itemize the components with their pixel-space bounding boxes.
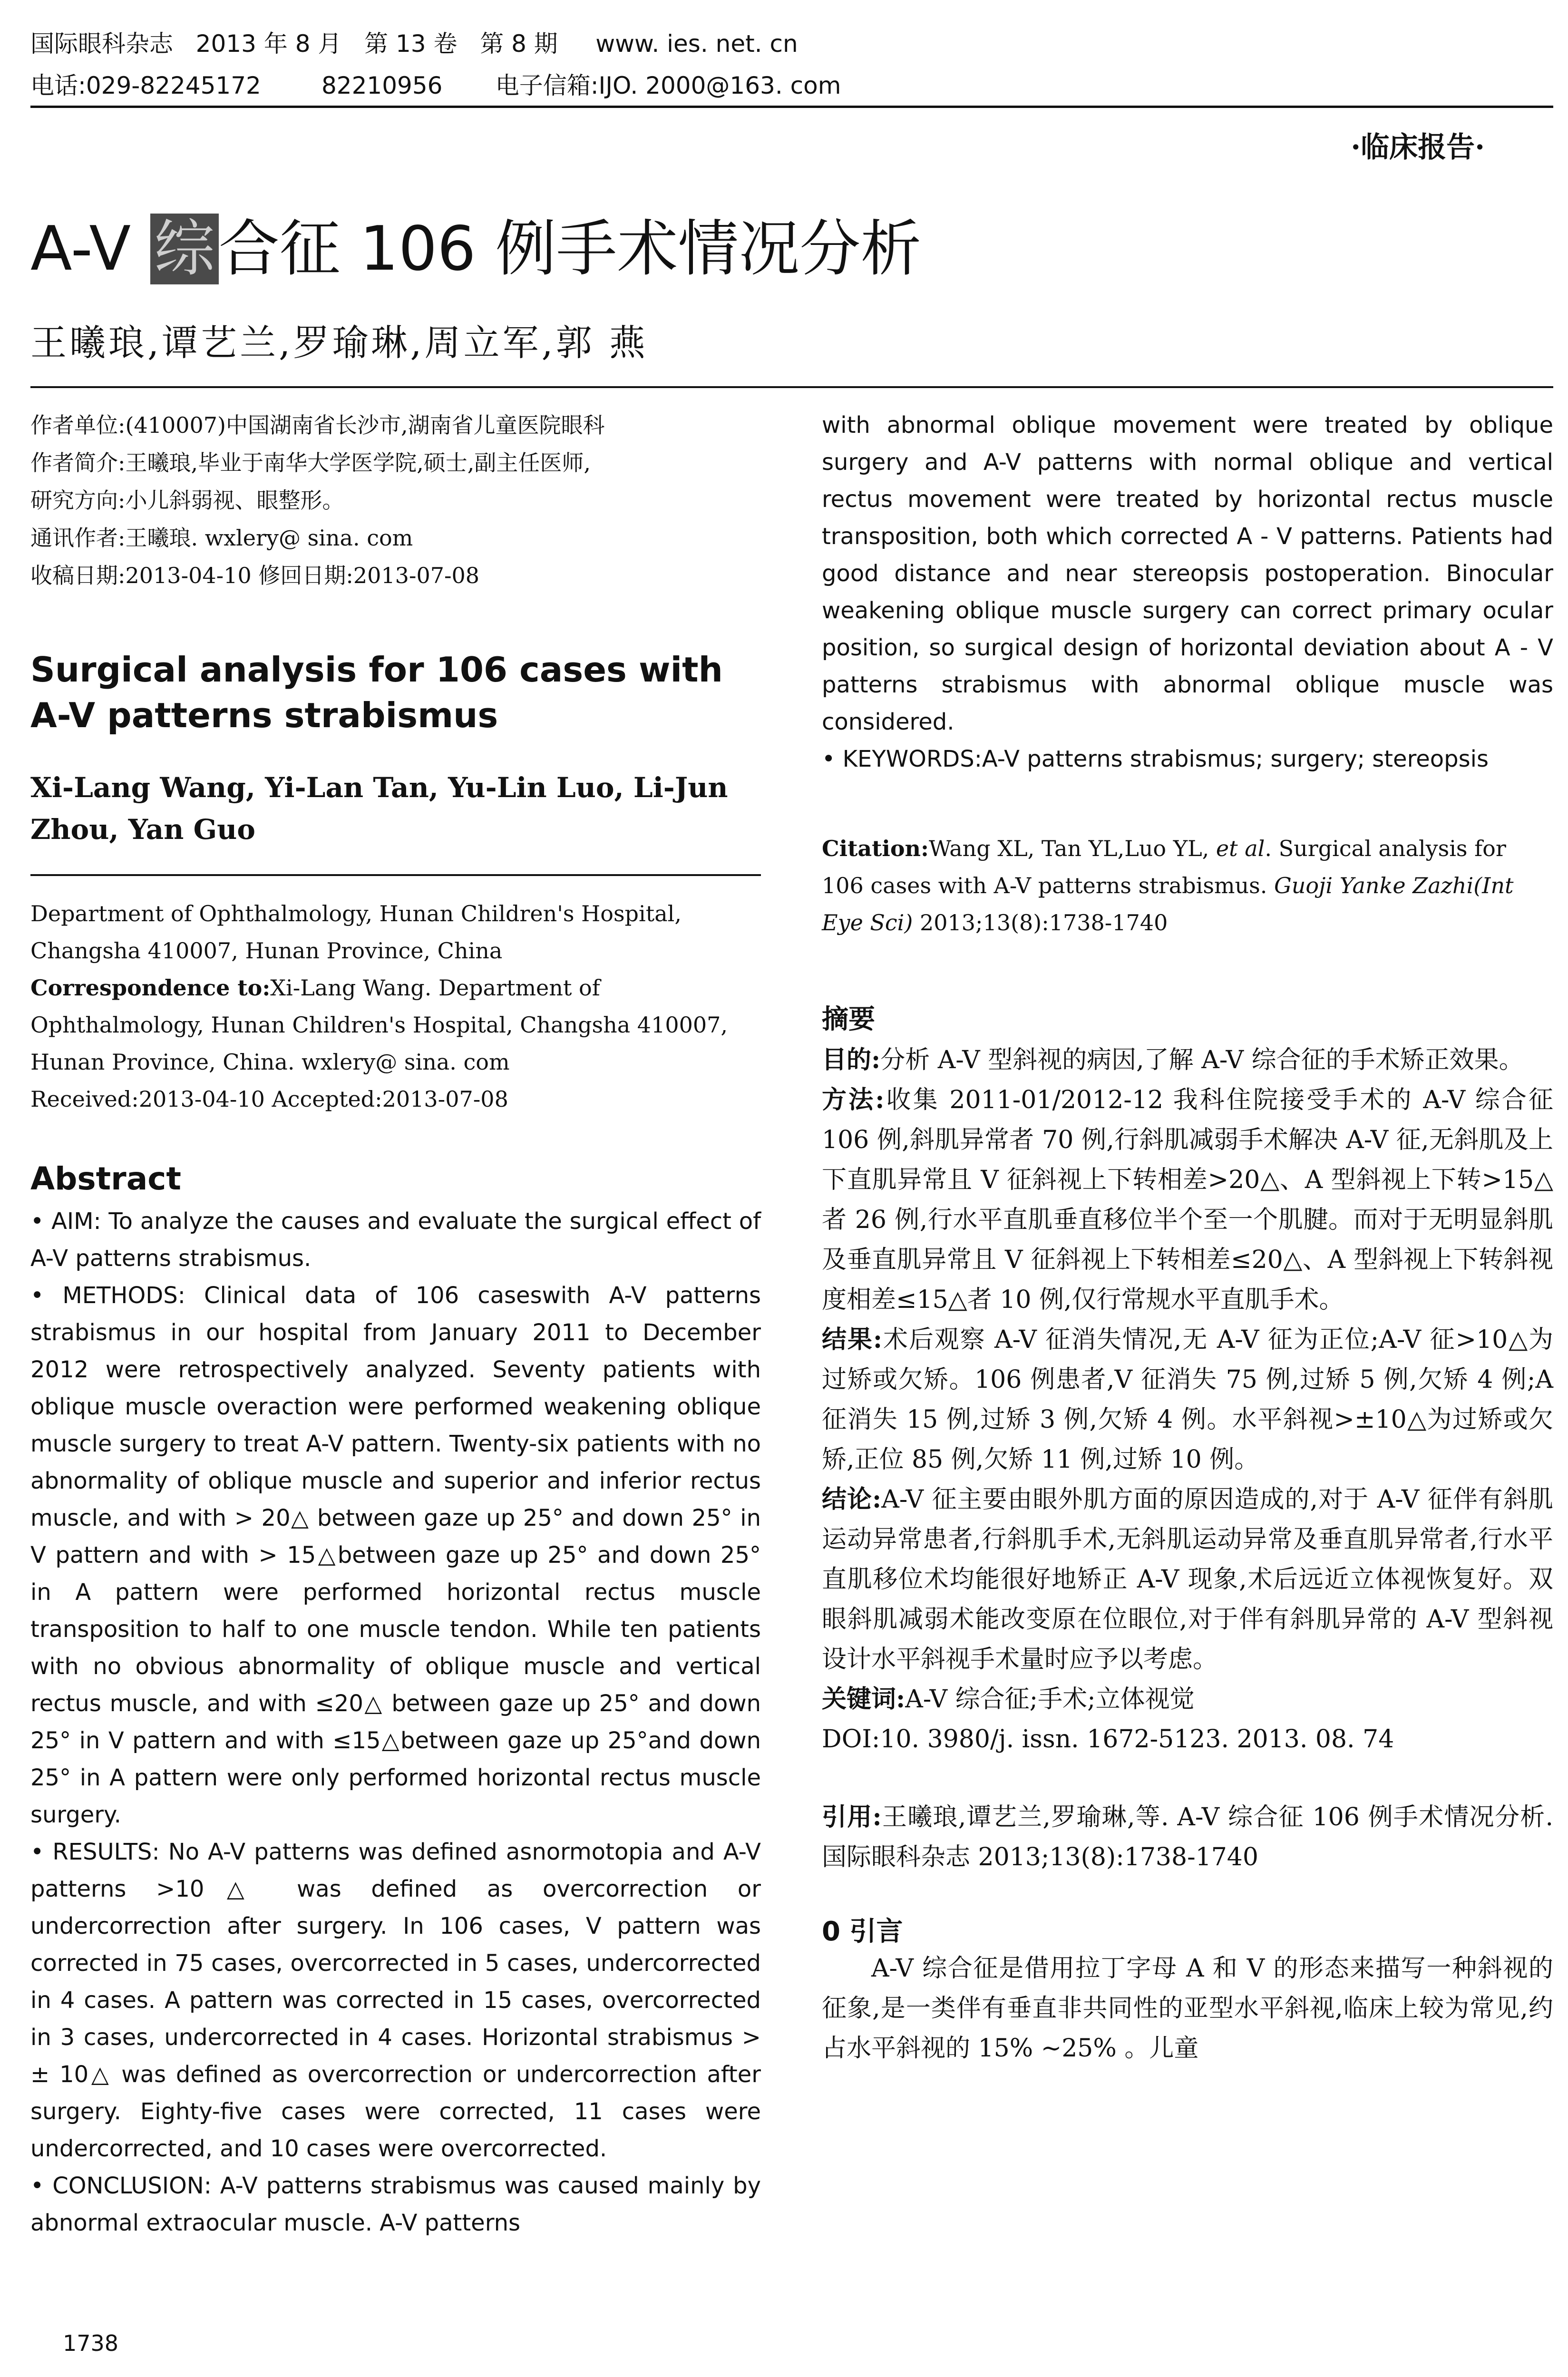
abstract-left-body [30,1203,761,2241]
cn-meta-line: 研究方向:小儿斜弱视、眼整形。 [30,487,344,513]
affiliation-block [30,895,761,1118]
section-label: ·临床报告· [1351,131,1485,164]
correspondence-label: Correspondence to: [30,975,271,1001]
cn-citation-text: 王曦琅,谭艺兰,罗瑜琳,等. A-V 综合征 106 例手术情况分析. 国际眼科杂志 2013;13(8):1738-1740 [822,1803,1553,1871]
header-divider [30,106,1553,108]
author-info-block [30,407,761,594]
cn-results-text: 术后观察 A-V 征消失情况,无 A-V 征为正位;A-V 征>10△为过矫或欠矫。106 例患者,V 征消失 75 例,过矫 5 例,欠矫 4 例;A 征消失 15 例,过矫 3 例,欠矫 4 例。水平斜视>±10△为过矫或欠矫,正位 85 例,欠矫 11 例,过矫 10 例。 [822,1325,1553,1474]
cn-aim-text: 分析 A-V 型斜视的病因,了解 A-V 综合征的手术矫正效果。 [880,1046,1524,1074]
abstract-conclusion-cont: with abnormal oblique movement were treated by oblique surgery and A-V patterns with normal oblique and vertical rectus movement were treated by horizontal rectus muscle transposition, both which corrected A - V patterns. Patients had good distance and near stereopsis postoperation. Binocular weakening oblique muscle surgery can correct primary ocular position, so surgical design of horizontal deviation about A - V patterns strabismus with abnormal oblique muscle was considered. [822,412,1553,735]
cn-methods-label: 方法: [822,1085,885,1114]
cn-meta-line: 作者简介:王曦琅,毕业于南华大学医学院,硕士,副主任医师, [30,450,591,476]
journal-header-line1: 国际眼科杂志 2013 年 8 月 第 13 卷 第 8 期 www. ies. net. cn [30,30,798,58]
abstract-keywords: • KEYWORDS:A-V patterns strabismus; surgery; stereopsis [822,746,1489,772]
intro-paragraph: A-V 综合征是借用拉丁字母 A 和 V 的形态来描写一种斜视的征象,是一类伴有垂直非共同性的亚型水平斜视,临床上较为常见,约占水平斜视的 15% ~25% 。儿童 [822,1954,1553,2063]
cn-aim-label: 目的: [822,1045,881,1074]
cn-abstract-conclusion [822,1480,1553,1679]
left-column [30,407,761,2333]
page-number: 1738 [63,2330,119,2356]
doi: DOI:10. 3980/j. issn. 1672-5123. 2013. 08. 74 [822,1725,1394,1754]
intro-heading: 0 引言 [822,1916,903,1947]
article-title [30,200,921,287]
cn-meta-line: 收稿日期:2013-04-10 修回日期:2013-07-08 [30,563,480,588]
title-part2: 合征 106 例手术情况分析 [218,214,922,284]
cn-citation-label: 引用: [822,1802,882,1831]
intro-body [822,1948,1553,2068]
cn-abstract-results [822,1320,1553,1480]
citation-text1: Wang XL, Tan YL,Luo YL, [928,836,1216,861]
cn-methods-text: 收集 2011-01/2012-12 我科住院接受手术的 A-V 综合征 106 例,斜肌异常者 70 例,行斜肌减弱手术解决 A-V 征,无斜肌及上下直肌异常且 V 征斜视上下转相差>20△、A 型斜视上下转>15△者 26 例,行水平直肌垂直移位半个至一个肌腱。而对于无明显斜肌及垂直肌异常且 V 征斜视上下转相差≤20△、A 型斜视上下转斜视度相差≤15△者 10 例,仅行常规水平直肌手术。 [822,1086,1553,1314]
cn-abstract-body [822,1040,1553,1759]
title-part1: A-V [30,214,150,284]
english-authors: Xi-Lang Wang, Yi-Lan Tan, Yu-Lin Luo, Li-Jun Zhou, Yan Guo [30,771,728,846]
abstract-right-body [822,407,1553,778]
cn-abstract-heading: 摘要 [822,1004,875,1035]
correspondence [30,969,761,1081]
abstract-heading: Abstract [30,1160,181,1197]
abstract-methods: • METHODS: Clinical data of 106 caseswith A-V patterns strabismus in our hospital from January 2011 to December 2012 were retrospectively analyzed. Seventy patients with oblique muscle overaction were performed weakening oblique muscle surgery to treat A-V pattern. Twenty-six patients with no abnormality of oblique muscle and superior and inferior rectus muscle, and with > 20△ between gaze up 25° and down 25° in V pattern and with > 15△between gaze up 25° and down 25° in A pattern were performed horizontal rectus muscle transposition to half to one muscle tendon. While ten patients with no obvious abnormality of oblique muscle and vertical rectus muscle, and with ≤20△ between gaze up 25° and down 25° in V pattern and with ≤15△between gaze up 25°and down 25° in A pattern were only performed horizontal rectus muscle surgery. [30,1282,761,1828]
cn-conclusion-text: A-V 征主要由眼外肌方面的原因造成的,对于 A-V 征伴有斜肌运动异常患者,行斜肌手术,无斜肌运动异常及垂直肌异常者,行水平直肌移位术均能很好地矫正 A-V 现象,术后远近立体视恢复好。双眼斜肌减弱术能改变原在位眼位,对于伴有斜肌异常的 A-V 型斜视设计水平斜视手术量时应予以考虑。 [822,1485,1553,1674]
received-dates: Received:2013-04-10 Accepted:2013-07-08 [30,1086,508,1112]
authors-divider [30,386,1553,388]
cn-meta-line: 作者单位:(410007)中国湖南省长沙市,湖南省儿童医院眼科 [30,412,605,438]
cn-conclusion-label: 结论: [822,1485,882,1514]
citation-label: Citation: [822,836,929,861]
citation-text3: 2013;13(8):1738-1740 [913,910,1168,935]
cn-citation-block [822,1797,1553,1877]
cn-meta-line: 通讯作者:王曦琅. wxlery@ sina. com [30,525,413,551]
english-title: Surgical analysis for 106 cases with A-V patterns strabismus [30,650,723,735]
cn-abstract-aim [822,1040,1553,1080]
citation-block [822,830,1553,941]
citation-journal: Guoji Yanke Zazhi(Int Eye Sci) [822,873,1514,935]
cn-results-label: 结果: [822,1325,883,1354]
abstract-results: • RESULTS: No A-V patterns was defined asnormotopia and A-V patterns >10△ was defined as overcorrection or undercorrection after surgery. In 106 cases, V pattern was corrected in 75 cases, overcorrected in 5 cases, undercorrected in 4 cases. A pattern was corrected in 15 cases, overcorrected in 3 cases, undercorrected in 4 cases. Horizontal strabismus > ± 10△ was defined as overcorrection or undercorrection after surgery. Eighty-five cases were corrected, 11 cases were undercorrected, and 10 cases were overcorrected. [30,1839,761,2162]
right-column [822,407,1553,2333]
correspondence-text: Xi-Lang Wang. Department of Ophthalmology, Hunan Children's Hospital, Changsha 410007, Hunan Province, China. wxlery@ sina. com [30,975,728,1075]
title-highlight: 综 [150,214,219,284]
abstract-aim: • AIM: To analyze the causes and evaluate the surgical effect of A-V patterns strabismus. [30,1208,761,1272]
cn-abstract-methods [822,1080,1553,1320]
cn-keywords-text: A-V 综合征;手术;立体视觉 [905,1685,1195,1714]
cn-keywords-label: 关键词: [822,1685,906,1714]
article-authors: 王曦琅,谭艺兰,罗瑜琳,周立军,郭 燕 [30,321,648,364]
abstract-conclusion: • CONCLUSION: A-V patterns strabismus was caused mainly by abnormal extraocular muscle. A-V patterns [30,2172,761,2236]
citation-text2: . Surgical analysis for 106 cases with A-V patterns strabismus. [822,836,1506,898]
department: Department of Ophthalmology, Hunan Children's Hospital, Changsha 410007, Hunan Province, China [30,901,682,964]
cn-abstract-keywords [822,1679,1553,1719]
citation-etal: et al [1216,836,1265,861]
journal-header-line2: 电话:029-82245172 82210956 电子信箱:IJO. 2000@163. com [30,72,841,99]
